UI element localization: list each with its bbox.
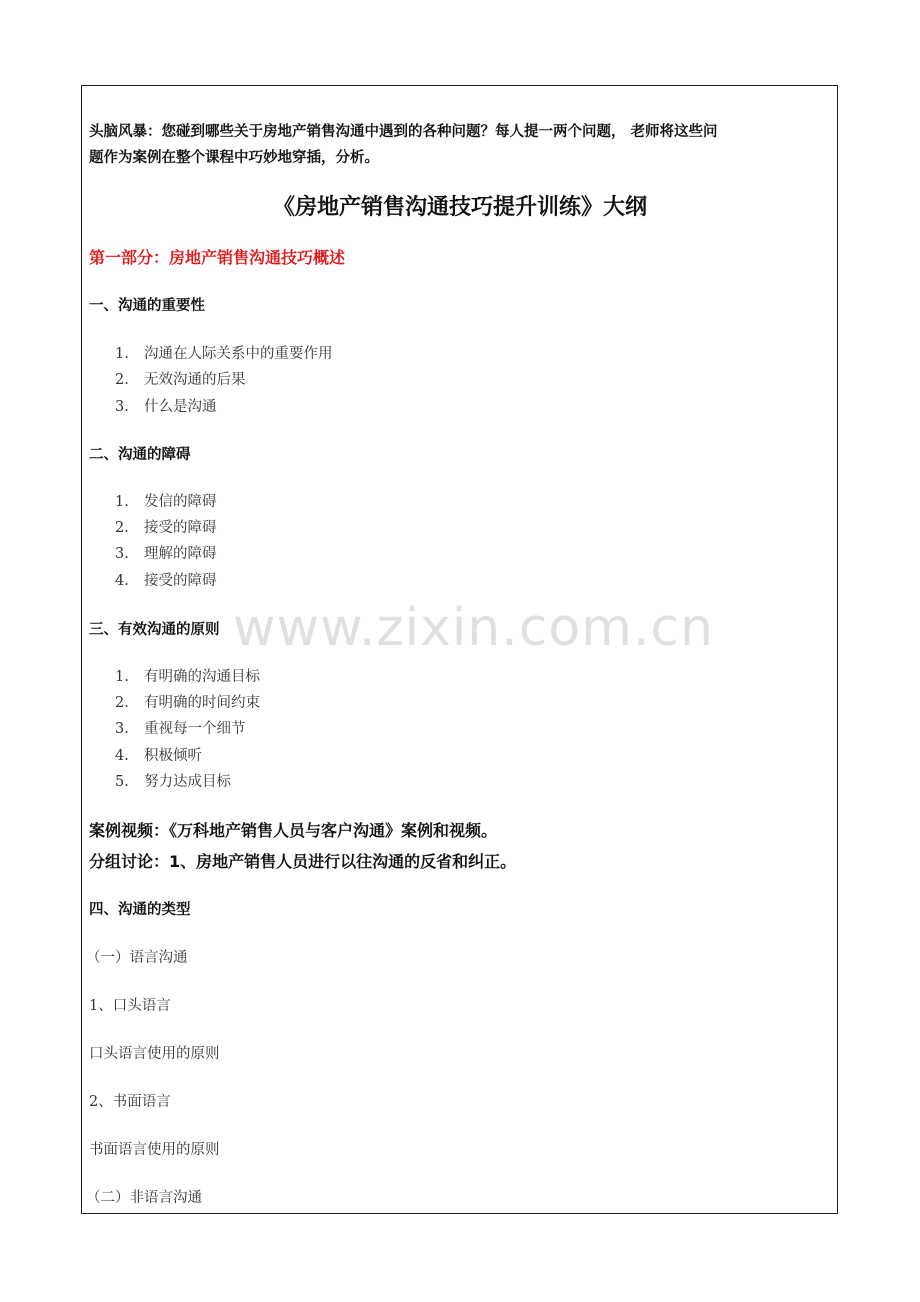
list-item: 2. 无效沟通的后果 [115,372,246,388]
list-item: 4. 接受的障碍 [115,573,217,589]
subsection-verbal: （一）语言沟通 [86,950,188,966]
list-item: 2. 接受的障碍 [115,520,217,536]
list-item: 3. 什么是沟通 [115,399,217,415]
list-item: 3. 重视每一个细节 [115,721,246,737]
list-item: 1. 发信的障碍 [115,494,217,510]
intro-line-2: 题作为案例在整个课程中巧妙地穿插，分析。 [89,150,379,166]
section-heading-3: 三、有效沟通的原则 [89,622,220,638]
subsection-nonverbal: （二）非语言沟通 [86,1190,202,1206]
written-language-principles: 书面语言使用的原则 [89,1142,220,1158]
section-heading-2: 二、沟通的障碍 [89,447,191,463]
intro-line-1: 头脑风暴：您碰到哪些关于房地产销售沟通中遇到的各种问题？每人提一两个问题， 老师将这些问 [89,124,718,140]
section-heading-4: 四、沟通的类型 [89,902,191,918]
watermark: www.zixin.com.cn [233,598,714,658]
list-item: 5. 努力达成目标 [115,774,231,790]
item-oral-language: 1、口头语言 [89,998,171,1014]
group-discussion-line: 分组讨论：1、房地产销售人员进行以往沟通的反省和纠正。 [89,852,517,871]
section-heading-1: 一、沟通的重要性 [89,298,205,314]
part-one-heading: 第一部分：房地产销售沟通技巧概述 [89,248,346,267]
oral-language-principles: 口头语言使用的原则 [89,1046,220,1062]
item-written-language: 2、书面语言 [89,1094,171,1110]
list-item: 1. 沟通在人际关系中的重要作用 [115,346,333,362]
case-video-line: 案例视频：《万科地产销售人员与客户沟通》案例和视频。 [89,821,498,840]
page-title: 《房地产销售沟通技巧提升训练》大纲 [272,195,647,220]
list-item: 3. 理解的障碍 [115,546,217,562]
list-item: 4. 积极倾听 [115,748,202,764]
list-item: 2. 有明确的时间约束 [115,695,260,711]
list-item: 1. 有明确的沟通目标 [115,669,260,685]
